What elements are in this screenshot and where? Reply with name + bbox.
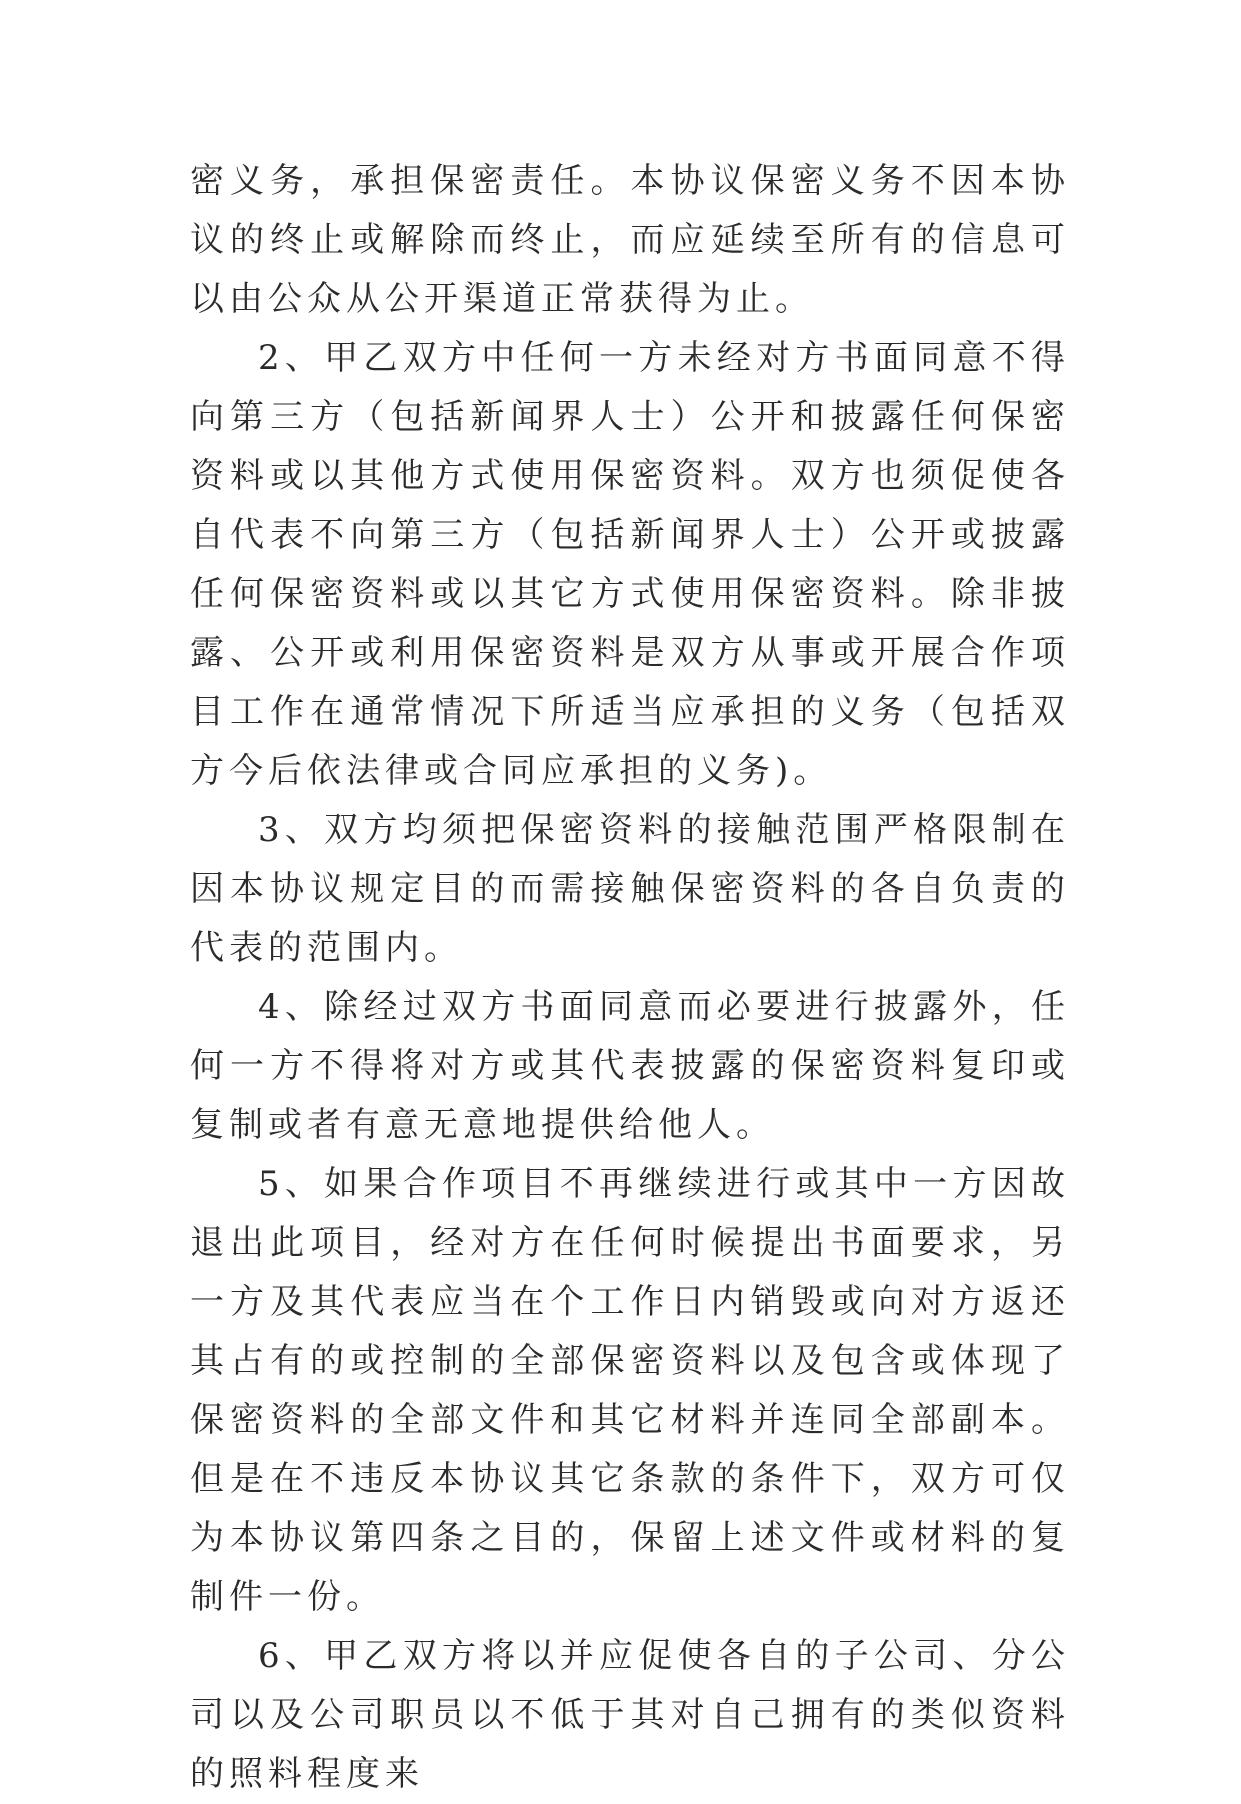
paragraph-clause-2: 2、甲乙双方中任何一方未经对方书面同意不得向第三方（包括新闻界人士）公开和披露任何保密资料或以其他方式使用保密资料。双方也须促使各自代表不向第三方（包括新闻界人士）公开或披露任何保密资料或以其它方式使用保密资料。除非披露、公开或利用保密资料是双方从事或开展合作项目工作在通常情况下所适当应承担的义务（包括双方今后依法律或合同应承担的义务)。 bbox=[190, 338, 1070, 791]
paragraph-clause-5: 5、如果合作项目不再继续进行或其中一方因故退出此项目，经对方在任何时候提出书面要求，另一方及其代表应当在个工作日内销毁或向对方返还其占有的或控制的全部保密资料以及包含或体现了保密资料的全部文件和其它材料并连同全部副本。但是在不违反本协议其它条款的条件下，双方可仅为本协议第四条之目的，保留上述文件或材料的复制件一份。 bbox=[190, 1164, 1070, 1617]
paragraph-continuation: 密义务，承担保密责任。本协议保密义务不因本协议的终止或解除而终止，而应延续至所有的信息可以由公众从公开渠道正常获得为止。 bbox=[190, 161, 1070, 319]
paragraph-clause-3: 3、双方均须把保密资料的接触范围严格限制在因本协议规定目的而需接触保密资料的各自负责的代表的范围内。 bbox=[190, 810, 1070, 968]
paragraph-clause-4: 4、除经过双方书面同意而必要进行披露外，任何一方不得将对方或其代表披露的保密资料复印或复制或者有意无意地提供给他人。 bbox=[190, 987, 1070, 1145]
document-body bbox=[190, 152, 1070, 1804]
paragraph-clause-6: 6、甲乙双方将以并应促使各自的子公司、分公司以及公司职员以不低于其对自己拥有的类似资料的照料程度来 bbox=[190, 1636, 1070, 1794]
